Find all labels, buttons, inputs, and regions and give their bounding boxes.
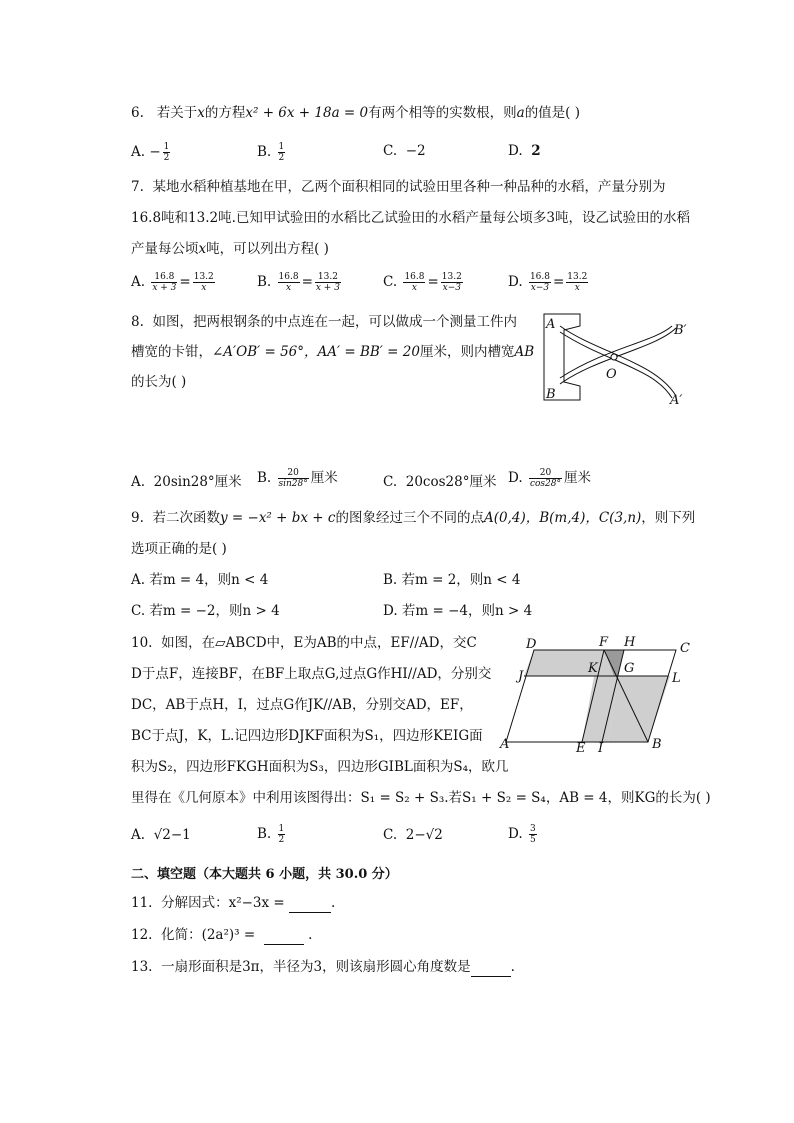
q6-option-c[interactable]: C. −2 [383, 143, 426, 159]
q10-label-e: E [576, 741, 586, 754]
q8-line3: 的长为( ) [131, 374, 187, 390]
q9-line1: 9. 若二次函数y = −x² + bx + c的图象经过三个不同的点A(0,4)，B(m,4)，C(3,n)，则下列 [131, 510, 696, 526]
q10-label-c: C [680, 641, 690, 656]
q8-option-d[interactable]: D. $\frac{20}{\cos 28^\circ}$ 厘米 [508, 468, 591, 489]
q7-option-c[interactable]: C. $\frac{16.8}{x}$ = $\frac{13.2}{x-3}$ [383, 272, 462, 293]
q10-option-d[interactable]: D. $\frac{3}{5}$ [508, 824, 536, 845]
q13: 13. 一扇形面积是3π，半径为3，则该扇形圆心角度数是 . [131, 959, 515, 975]
q6-option-a[interactable]: A. − $\frac{1}{2}$ [131, 142, 170, 163]
q9-option-d[interactable]: D. 若m = −4，则n > 4 [383, 603, 533, 619]
q10-label-b: B [652, 737, 662, 752]
q10-label-k: K [588, 661, 598, 676]
q8-line1: 8. 如图，把两根钢条的中点连在一起，可以做成一个测量工件内 [131, 314, 517, 330]
q10-label-f: F [599, 635, 609, 650]
q10-option-a[interactable]: A. √2−1 [131, 827, 191, 843]
q6-option-b[interactable]: B. $\frac{1}{2}$ [257, 142, 285, 163]
q10-line2: D于点F，连接BF，在BF上取点G,过点G作HI//AD，分别交 [131, 666, 492, 682]
q8-label-ap: A′ [670, 393, 683, 408]
q8-pivot [611, 354, 617, 360]
q10-option-c[interactable]: C. 2−√2 [383, 827, 443, 843]
q8-caliper-figure [536, 312, 696, 412]
q10-label-j: J [518, 669, 524, 684]
q12: 12. 化简：(2a²)³ = . [131, 927, 313, 943]
section-2-heading: 二、填空题（本大题共 6 小题，共 30.0 分） [131, 867, 398, 882]
q10-parallelogram-figure [496, 632, 696, 754]
q8-label-bp: B′ [674, 323, 687, 338]
q11: 11. 分解因式：x²−3x = . [131, 895, 336, 911]
q8-label-b: B [546, 387, 556, 402]
q7-line2: 16.8吨和13.2吨.已知甲试验田的水稻比乙试验田的水稻产量每公顷多3吨，设乙试验田的水稻 [131, 210, 690, 226]
q6-option-d[interactable]: D. 2 [508, 143, 541, 159]
q10-line1: 10. 如图，在▱ABCD中，E为AB的中点，EF//AD，交C [131, 635, 477, 651]
q6-stem: 6. 若关于x的方程x² + 6x + 18a = 0有两个相等的实数根，则a的值是( ) [131, 105, 581, 121]
q10-option-b[interactable]: B. $\frac{1}{2}$ [257, 824, 285, 845]
q7-option-b[interactable]: B. $\frac{16.8}{x}$ = $\frac{13.2}{x + 3}$ [257, 272, 340, 293]
q10-label-h: H [624, 635, 636, 650]
q10-line4: BC于点J，K，L.记四边形DJKF面积为S₁，四边形KEIG面 [131, 728, 483, 744]
q10-label-g: G [624, 661, 635, 676]
q8-option-c[interactable]: C. 20cos28°厘米 [383, 474, 497, 490]
q8-bar-1-lower [560, 332, 672, 398]
q8-label-a: A [546, 317, 556, 332]
q11-answer-blank[interactable] [289, 894, 331, 913]
q9-option-c[interactable]: C. 若m = −2，则n > 4 [131, 603, 280, 619]
q10-line5: 积为S₂，四边形FKGH面积为S₃，四边形GIBL面积为S₄，欧几 [131, 759, 509, 775]
q7-option-a[interactable]: A. $\frac{16.8}{x + 3}$ = $\frac{13.2}{x}$ [131, 272, 214, 293]
q8-line2: 槽宽的卡钳，∠A′OB′ = 56°，AA′ = BB′ = 20厘米，则内槽宽AB [131, 344, 535, 360]
q10-label-l: L [672, 671, 681, 686]
q9-option-b[interactable]: B. 若m = 2，则n < 4 [383, 572, 521, 588]
q9-line2: 选项正确的是( ) [131, 541, 227, 557]
q10-label-i: I [598, 741, 604, 754]
q8-option-b[interactable]: B. $\frac{20}{\sin 28^\circ}$ 厘米 [257, 468, 338, 489]
q7-line1: 7. 某地水稻种植基地在甲，乙两个面积相同的试验田里各种一种品种的水稻，产量分别为 [131, 179, 666, 195]
q10-region-s4 [608, 676, 670, 742]
q9-option-a[interactable]: A. 若m = 4，则n < 4 [131, 572, 269, 588]
q7-line3: 产量每公顷x吨，可以列出方程( ) [131, 241, 329, 257]
q10-label-d: D [526, 637, 537, 652]
q10-label-a: A [500, 737, 510, 752]
q8-option-a[interactable]: A. 20sin28°厘米 [131, 474, 242, 490]
q8-label-o: O [606, 367, 617, 382]
q10-line3: DC，AB于点H，I，过点G作JK//AB，分别交AD，EF， [131, 697, 473, 713]
q12-answer-blank[interactable] [264, 926, 304, 945]
q10-line6: 里得在《几何原本》中利用该图得出：S₁ = S₂ + S₃.若S₁ + S₂ = S₄，AB = 4，则KG的长为( ) [131, 790, 711, 806]
q13-answer-blank[interactable] [471, 958, 511, 977]
q7-option-d[interactable]: D. $\frac{16.8}{x-3}$ = $\frac{13.2}{x}$ [508, 272, 588, 293]
